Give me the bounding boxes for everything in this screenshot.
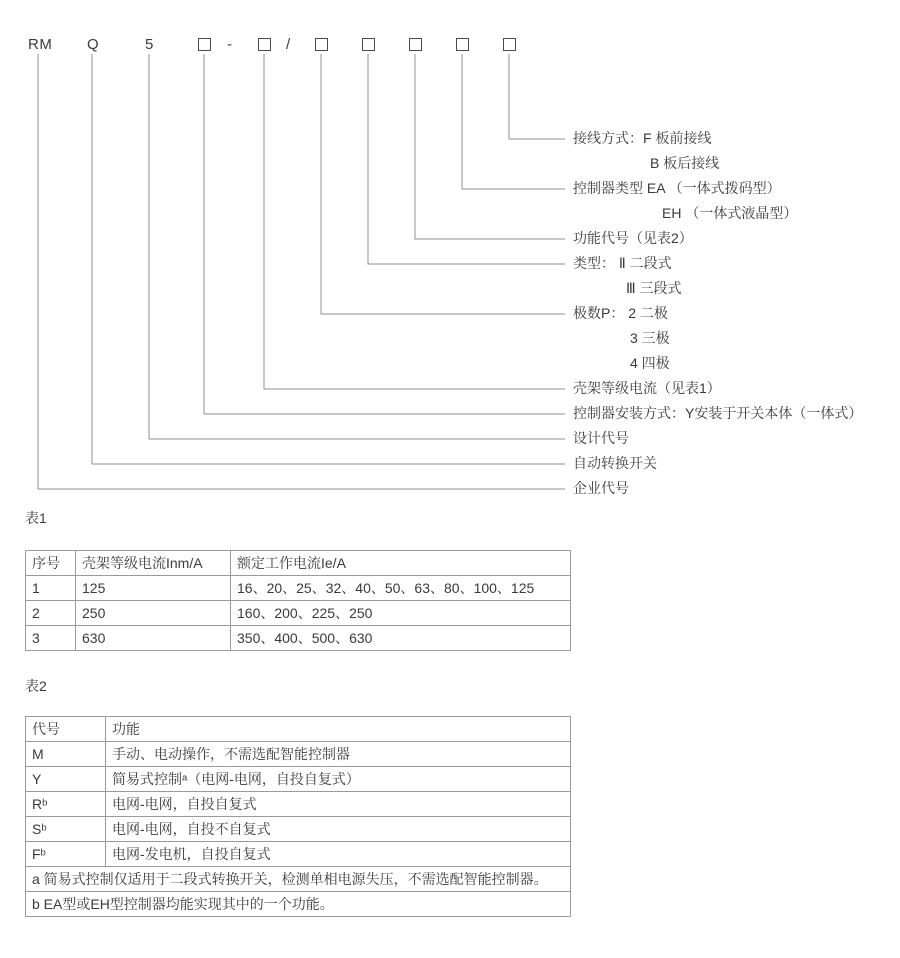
callout-controller-type: 控制器类型 EA （一体式拨码型） [573, 180, 781, 196]
model-placeholder-box-controller [456, 38, 469, 51]
table2-cell: M [26, 742, 106, 767]
table2-cell: 电网-发电机，自投自复式 [106, 842, 571, 867]
connector-company-code [38, 54, 565, 489]
table2-cell: Y [26, 767, 106, 792]
callout-frame-current: 壳架等级电流（见表1） [573, 380, 721, 396]
table1-header-frame: 壳架等级电流Inm/A [76, 551, 231, 576]
table-row [26, 842, 571, 867]
model-placeholder-box-mounting [198, 38, 211, 51]
connector-function-code [415, 54, 565, 239]
table1-header-rated: 额定工作电流Ie/A [231, 551, 571, 576]
model-placeholder-box-type [362, 38, 375, 51]
table2-header-code: 代号 [26, 717, 106, 742]
model-placeholder-box-poles [315, 38, 328, 51]
table1-cell: 250 [76, 601, 231, 626]
callout-switch-name: 自动转换开关 [573, 455, 657, 471]
table1-frame-current [25, 550, 571, 651]
table2-note-b: b EA型或EH型控制器均能实现其中的一个功能。 [26, 892, 571, 917]
callout-wiring: 接线方式：F 板前接线 [573, 130, 712, 146]
table2-header-function: 功能 [106, 717, 571, 742]
table-row [26, 817, 571, 842]
model-segment-series: Q [87, 36, 100, 53]
table-row [26, 742, 571, 767]
table2-cell: 手动、电动操作，不需选配智能控制器 [106, 742, 571, 767]
table1-header-row [26, 551, 571, 576]
connector-switch-type [368, 54, 565, 264]
callout-wiring-alt: B 板后接线 [650, 155, 720, 171]
table-row [26, 767, 571, 792]
table1-header-seq: 序号 [26, 551, 76, 576]
table1-cell: 160、200、225、250 [231, 601, 571, 626]
callout-controller-type-alt: EH （一体式液晶型） [662, 205, 798, 221]
callout-poles-alt2: 3 三极 [630, 330, 670, 346]
table-row [26, 576, 571, 601]
table1-caption: 表1 [25, 510, 47, 526]
model-segment-design: 5 [145, 36, 154, 53]
connector-wiring [509, 54, 565, 139]
table1-cell: 16、20、25、32、40、50、63、80、100、125 [231, 576, 571, 601]
table2-caption: 表2 [25, 678, 47, 694]
table1-cell: 2 [26, 601, 76, 626]
table1-cell: 350、400、500、630 [231, 626, 571, 651]
callout-poles: 极数P： 2 二极 [573, 305, 668, 321]
model-segment-slash: / [286, 36, 291, 53]
table2-cell: 电网-电网，自投自复式 [106, 792, 571, 817]
table2-function-codes [25, 716, 571, 917]
table1-cell: 1 [26, 576, 76, 601]
connector-controller-type [462, 54, 565, 189]
connector-design-code [149, 54, 565, 439]
model-placeholder-box-function [409, 38, 422, 51]
callout-poles-alt3: 4 四极 [630, 355, 670, 371]
connector-mounting [204, 54, 565, 414]
callout-switch-type-alt: Ⅲ 三段式 [626, 280, 682, 296]
table2-cell: Rᵇ [26, 792, 106, 817]
table2-cell: Fᵇ [26, 842, 106, 867]
connector-poles [321, 54, 565, 314]
table2-header-row [26, 717, 571, 742]
table2-cell: 简易式控制ᵃ（电网-电网，自投自复式） [106, 767, 571, 792]
table-row [26, 626, 571, 651]
table2-note-row [26, 867, 571, 892]
callout-function-code: 功能代号（见表2） [573, 230, 693, 246]
table2-cell: Sᵇ [26, 817, 106, 842]
table1-cell: 3 [26, 626, 76, 651]
callout-mounting: 控制器安装方式：Y安装于开关本体（一体式） [573, 405, 863, 421]
model-segment-company: RM [28, 36, 53, 53]
table2-cell: 电网-电网，自投不自复式 [106, 817, 571, 842]
table2-note-a: a 简易式控制仅适用于二段式转换开关，检测单相电源失压，不需选配智能控制器。 [26, 867, 571, 892]
connector-switch-name [92, 54, 565, 464]
callout-design-code: 设计代号 [573, 430, 629, 446]
model-placeholder-box-frame-current [258, 38, 271, 51]
model-placeholder-box-wiring [503, 38, 516, 51]
table-row [26, 792, 571, 817]
table-row [26, 601, 571, 626]
model-segment-dash: - [227, 36, 233, 53]
callout-company-code: 企业代号 [573, 480, 629, 496]
table1-cell: 630 [76, 626, 231, 651]
table1-cell: 125 [76, 576, 231, 601]
callout-switch-type: 类型： Ⅱ 二段式 [573, 255, 672, 271]
table2-note-row [26, 892, 571, 917]
